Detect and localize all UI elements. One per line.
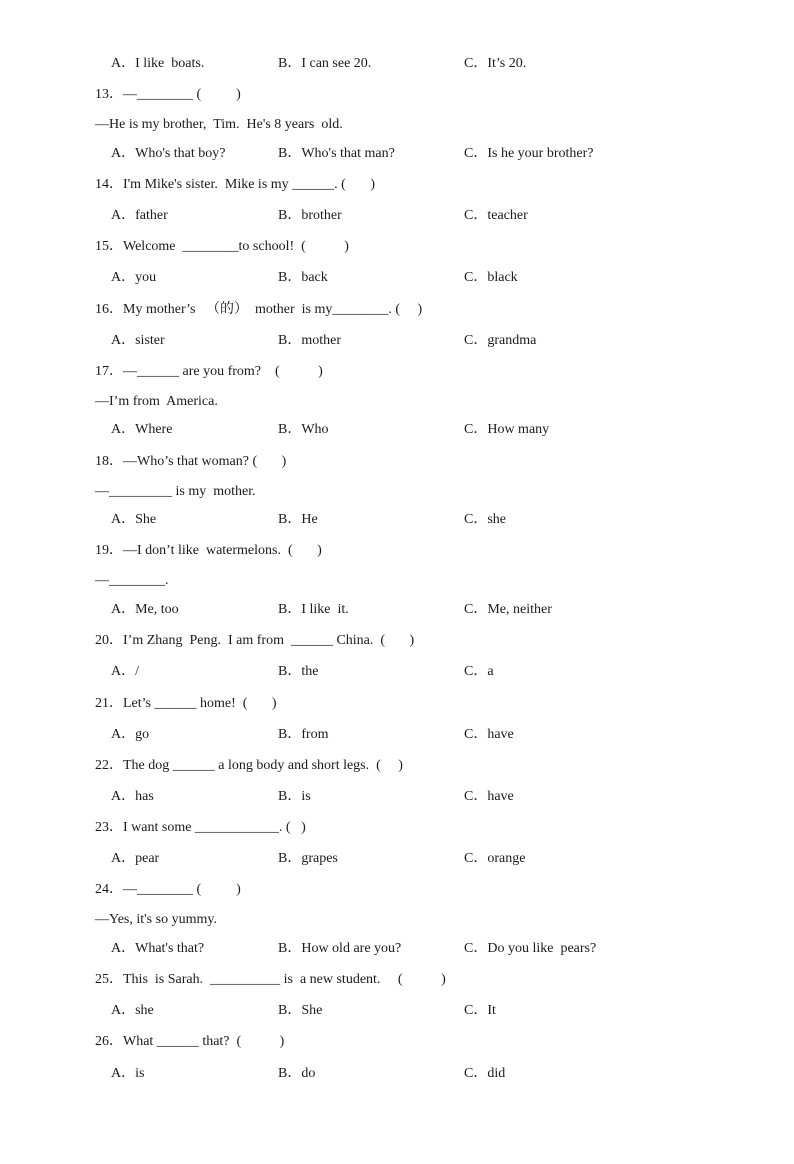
options-row-23 <box>95 849 794 869</box>
options-row-16 <box>95 331 794 351</box>
option-c: C．black <box>464 270 518 285</box>
question-21: 21．Let’s ______ home! ( ) <box>95 696 277 711</box>
question-24: 24．—________ ( ) <box>95 882 241 897</box>
question-25: 25．This is Sarah. __________ is a new student. ( ) <box>95 972 446 987</box>
options-row-20 <box>95 662 794 682</box>
question-18: 18．—Who’s that woman? ( ) <box>95 454 287 469</box>
option-b: B．mother <box>278 333 341 348</box>
option-a: A．pear <box>111 851 160 866</box>
question-15: 15．Welcome ________to school! ( ) <box>95 239 349 254</box>
option-b: B．Who <box>278 422 329 437</box>
question-26: 26．What ______ that? ( ) <box>95 1034 285 1049</box>
option-b: B．How old are you? <box>278 941 402 956</box>
option-b: B．brother <box>278 208 342 223</box>
question-14: 14．I'm Mike's sister. Mike is my ______. ( ) <box>95 177 375 192</box>
option-a: A．Me, too <box>111 602 179 617</box>
option-b: B．from <box>278 727 329 742</box>
option-b: B．He <box>278 512 318 527</box>
option-c: C．It’s 20. <box>464 56 527 71</box>
option-b: B．is <box>278 789 311 804</box>
dialogue-line: —I’m from America. <box>95 394 218 409</box>
option-c: C．Me, neither <box>464 602 552 617</box>
option-a: A．father <box>111 208 168 223</box>
option-a: A．I like boats. <box>111 56 205 71</box>
option-c: C．It <box>464 1003 496 1018</box>
option-a: A．has <box>111 789 154 804</box>
option-c: C．did <box>464 1066 506 1081</box>
options-row-13 <box>95 144 794 164</box>
dialogue-line: —________. <box>95 573 169 588</box>
option-c: C．she <box>464 512 506 527</box>
option-b: B．back <box>278 270 328 285</box>
option-c: C．a <box>464 664 494 679</box>
option-b: B．the <box>278 664 319 679</box>
option-b: B．I can see 20. <box>278 56 372 71</box>
option-c: C．orange <box>464 851 526 866</box>
option-a: A．What's that? <box>111 941 205 956</box>
options-row-22 <box>95 787 794 807</box>
options-row-25 <box>95 1001 794 1021</box>
option-b: B．do <box>278 1066 316 1081</box>
question-17: 17．—______ are you from? ( ) <box>95 364 323 379</box>
option-a: A．sister <box>111 333 165 348</box>
options-row-15 <box>95 268 794 288</box>
option-c: C．have <box>464 727 514 742</box>
option-a: A．go <box>111 727 150 742</box>
option-c: C．Do you like pears? <box>464 941 597 956</box>
options-row-14 <box>95 206 794 226</box>
option-a: A．you <box>111 270 157 285</box>
question-20: 20．I’m Zhang Peng. I am from ______ China. ( ) <box>95 633 415 648</box>
option-b: B．grapes <box>278 851 338 866</box>
option-c: C．have <box>464 789 514 804</box>
options-row-19 <box>95 600 794 620</box>
option-c: C．Is he your brother? <box>464 146 594 161</box>
question-23: 23．I want some ____________. ( ) <box>95 820 306 835</box>
dialogue-line: —Yes, it's so yummy. <box>95 912 217 927</box>
question-13: 13．—________ ( ) <box>95 87 241 102</box>
option-a: A．Where <box>111 422 173 437</box>
options-row-21 <box>95 725 794 745</box>
options-row-17 <box>95 420 794 440</box>
options-row-18 <box>95 510 794 530</box>
dialogue-line: —_________ is my mother. <box>95 484 256 499</box>
option-c: C．grandma <box>464 333 537 348</box>
option-a: A．Who's that boy? <box>111 146 226 161</box>
option-a: A．/ <box>111 664 139 679</box>
option-a: A．She <box>111 512 157 527</box>
options-row-12 <box>95 54 794 74</box>
option-b: B．I like it. <box>278 602 349 617</box>
option-b: B．Who's that man? <box>278 146 395 161</box>
question-19: 19．—I don’t like watermelons. ( ) <box>95 543 322 558</box>
option-c: C．teacher <box>464 208 528 223</box>
option-c: C．How many <box>464 422 550 437</box>
question-22: 22．The dog ______ a long body and short legs. ( ) <box>95 758 403 773</box>
options-row-24 <box>95 939 794 959</box>
dialogue-line: —He is my brother, Tim. He's 8 years old. <box>95 117 343 132</box>
option-a: A．is <box>111 1066 145 1081</box>
options-row-26 <box>95 1064 794 1084</box>
option-b: B．She <box>278 1003 323 1018</box>
question-16: 16．My mother’s （的） mother is my________. ( ) <box>95 302 423 317</box>
option-a: A．she <box>111 1003 154 1018</box>
